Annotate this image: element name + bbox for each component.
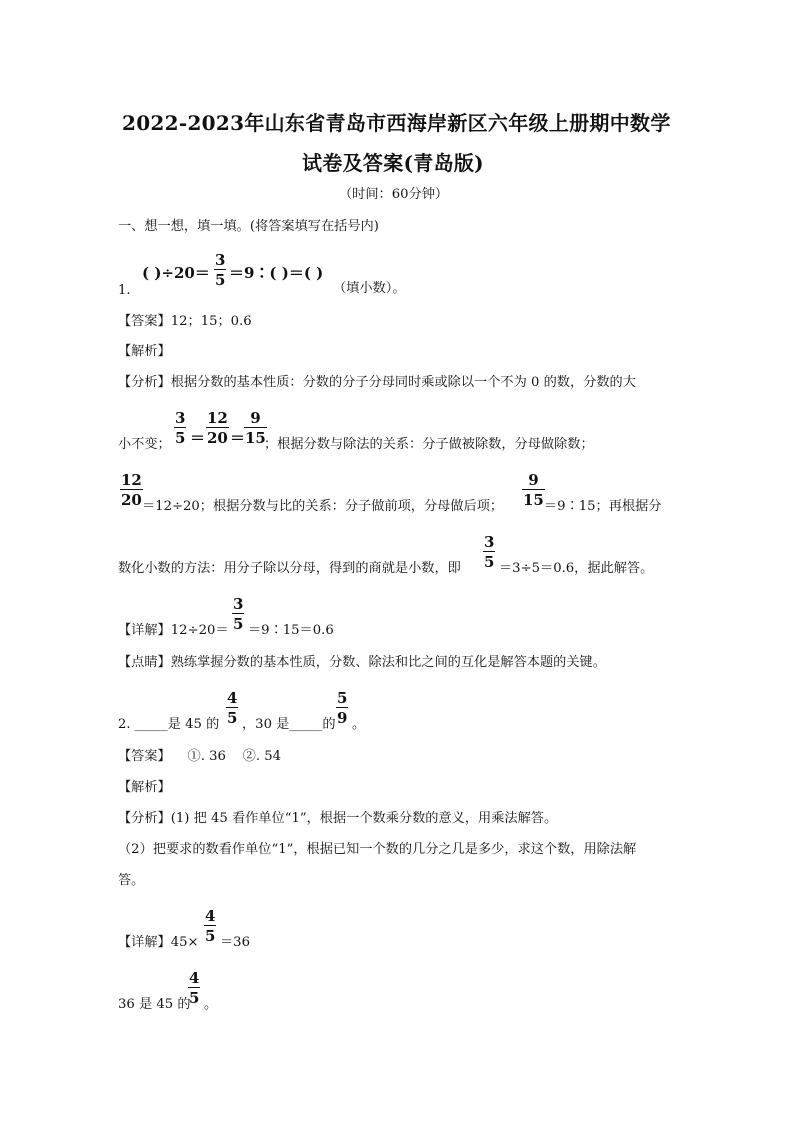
q2-analysis-line-1: 【分析】(1) 把 45 看作单位“1”，根据一个数乘分数的意义，用乘法解答。 <box>118 811 558 826</box>
fraction-bar <box>226 707 238 708</box>
fraction-bar <box>204 925 216 926</box>
q1-detail-pre: 【详解】12÷20＝ <box>118 623 229 638</box>
section-heading: 一、想一想，填一填。(将答案填写在括号内) <box>118 219 379 234</box>
denominator: 20 <box>207 429 228 447</box>
fraction-bar <box>483 551 495 552</box>
q2-mid: ，30 是_____的 <box>242 717 336 732</box>
denominator: 20 <box>121 491 142 509</box>
q1-analysis-line-3-post: ＝9∶15；再根据分 <box>544 499 662 514</box>
q2-answer: 【答案】 ①. 36 ②. 54 <box>118 749 281 764</box>
fraction-3-5 <box>174 410 186 446</box>
numerator: 3 <box>484 533 495 551</box>
fraction-bar <box>174 427 186 428</box>
q2-analysis-line-3: 答。 <box>118 873 145 888</box>
q1-analysis-line-4-pre: 数化小数的方法：用分子除以分母，得到的商就是小数，即 <box>118 561 461 576</box>
equals: ＝ <box>190 429 206 447</box>
q1-analysis-line-4-post: ＝3÷5＝0.6，据此解答。 <box>499 561 654 576</box>
title-line-2: 试卷及答案(青岛版) <box>302 151 484 175</box>
fraction-3-5 <box>483 534 495 570</box>
numerator: 4 <box>205 907 216 925</box>
denominator: 15 <box>523 491 544 509</box>
numerator: 3 <box>175 409 186 427</box>
q2-post: 。 <box>352 717 366 732</box>
fraction-bar <box>522 489 545 490</box>
fraction-4-5 <box>226 690 238 726</box>
denominator: 5 <box>215 271 226 289</box>
q2-pre: 2. _____是 45 的 <box>118 717 220 732</box>
fraction-bar <box>206 427 229 428</box>
q1-analysis-line-3-mid: ＝12÷20；根据分数与比的关系：分子做前项，分母做后项； <box>142 499 504 514</box>
fraction-bar <box>232 613 244 614</box>
numerator: 9 <box>250 409 261 427</box>
denominator: 5 <box>205 927 216 945</box>
q2-line-post: 。 <box>204 997 218 1012</box>
time-limit: （时间：60分钟） <box>339 187 449 202</box>
denominator: 5 <box>227 709 238 727</box>
denominator: 5 <box>484 553 495 571</box>
q1-hint: （填小数）。 <box>333 281 406 296</box>
fraction-bar <box>336 707 348 708</box>
q1-expr-left: ( )÷20＝ <box>142 264 210 282</box>
q1-comment: 【点睛】熟练掌握分数的基本性质，分数、除法和比之间的互化是解答本题的关键。 <box>118 655 606 670</box>
numerator: 3 <box>215 251 226 269</box>
q2-line-pre: 36 是 45 的 <box>118 997 191 1012</box>
numerator: 9 <box>528 471 539 489</box>
q1-expr-right: ＝9∶( )＝( ) <box>229 264 324 282</box>
numerator: 5 <box>337 689 348 707</box>
fraction-4-5 <box>204 908 216 944</box>
q2-analysis-head: 【解析】 <box>118 780 171 795</box>
numerator: 4 <box>189 969 200 987</box>
q1-analysis-line-2-post: ；根据分数与除法的关系：分子做被除数，分母做除数； <box>264 437 594 452</box>
fraction-bar <box>188 987 200 988</box>
fraction-12-20 <box>120 472 143 508</box>
q1-number: 1. <box>118 283 131 298</box>
q1-analysis-head: 【解析】 <box>118 344 171 359</box>
numerator: 4 <box>227 689 238 707</box>
fraction-bar <box>214 269 226 270</box>
fraction-4-5 <box>188 970 200 1006</box>
q2-detail-pre: 【详解】45× <box>118 935 199 950</box>
fraction-3-5 <box>232 596 244 632</box>
fraction-12-20 <box>206 410 229 446</box>
denominator: 5 <box>175 429 186 447</box>
q1-detail-post: ＝9∶15＝0.6 <box>248 623 334 638</box>
denominator: 5 <box>189 989 200 1007</box>
denominator: 5 <box>233 615 244 633</box>
q1-fraction <box>214 252 226 288</box>
denominator: 9 <box>337 709 348 727</box>
q2-detail-post: ＝36 <box>220 935 250 950</box>
denominator: 15 <box>245 429 266 447</box>
fraction-9-15 <box>522 472 545 508</box>
q1-answer: 【答案】12；15；0.6 <box>118 314 252 329</box>
q1-analysis-line-1: 【分析】根据分数的基本性质：分数的分子分母同时乘或除以一个不为 0 的数，分数的大 <box>118 375 636 390</box>
title-line-1: 2022-2023年山东省青岛市西海岸新区六年级上册期中数学 <box>122 111 671 135</box>
numerator: 12 <box>121 471 142 489</box>
q1-analysis-line-2-pre: 小不变； <box>118 437 171 452</box>
q2-analysis-line-2: （2）把要求的数看作单位“1”，根据已知一个数的几分之几是多少，求这个数，用除法解 <box>118 842 637 857</box>
fraction-bar <box>120 489 143 490</box>
fraction-5-9 <box>336 690 348 726</box>
fraction-bar <box>244 427 267 428</box>
numerator: 12 <box>207 409 228 427</box>
numerator: 3 <box>233 595 244 613</box>
equals: ＝ <box>230 429 246 447</box>
